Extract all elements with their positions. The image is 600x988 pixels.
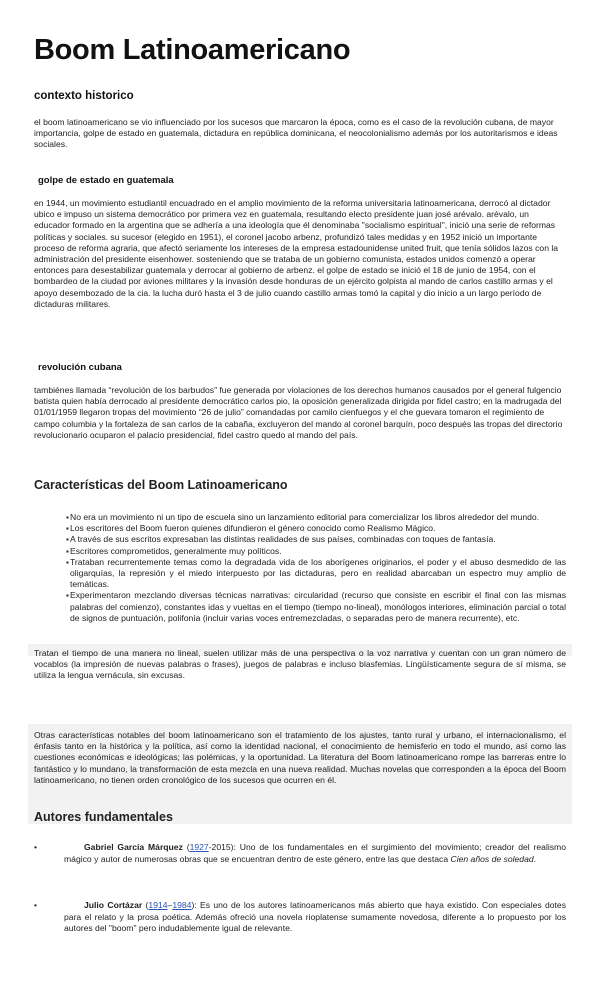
paragraph-otras: Otras características notables del boom latinoamericano son el tratamiento de los ajustes, tanto rural y urbano, el internacionalismo, el énfasis tanto en la histórica y la política, así como la identidad nacional, el conocimiento de hemisferio en todo el mundo, así como las cuestiones económicas e ideológicas; las polémicas, y la oportunidad. La literatura del Boom latinoamericano rompe las barreras entre lo fantástico y lo mundano, la transformación de esta mezcla en una nueva realidad. Muchas novelas que corresponden a la época del Boom latinoamericano, no tienen orden cronológico de los sucesos que ocurren en él. — [34, 730, 566, 785]
paragraph-tiempo: Tratan el tiempo de una manera no lineal, suelen utilizar más de una perspectiva o la voz narrativa y cuentan con un gran número de vocablos (la impresión de nuevas palabras o frases), juegos de palabras e incluso blasfemias. Lingüísticamente segura de sí misma, se utiliza la lengua vernácula, sin excusas. — [34, 648, 566, 681]
work-title: Cien años de soledad — [450, 853, 534, 864]
paragraph-golpe: en 1944, un movimiento estudiantil encuadrado en el amplio movimiento de la reforma universitaria latinoamericana, derrocó al dictador ubico e impuso un sistema democrático por primera vez en guatemala, resultando electo presidente juan josé arévalo. arévalo, un educador formado en la argentina que se adhería a una ideología que él denominaba "socialismo espiritual", inició una serie de reformas políticas y sociales. su sucesor (elegido en 1951), el coronel jacobo arbenz, profundizó tales medidas y en 1952 inició un importante proceso de reforma agraria, que afectó seriamente los intereses de la empresa estadounidense united fruit, que tenía sólidos lazos con la administración del presidente eisenhower. sosteniendo que se trataba de un gobierno comunista, estados unidos comenzó a operar entonces para desestabilizar guatemala y derrocar al gobierno de arbenz. el golpe de estado se inició el 18 de junio de 1954, con el bombardeo de la ciudad por aviones militares y la invasión desde honduras de un ejército golpista al mando de carlos castillo armas y el apoyo desembozado de la cia. la lucha duró hasta el 3 de julio cuando castillo armas tomó la capital y dio inicio a un largo período de dictaduras militares. — [34, 198, 559, 309]
year-link[interactable]: 1914 — [148, 900, 168, 910]
bullet-icon: • — [34, 842, 38, 852]
heading-golpe: golpe de estado en guatemala — [38, 175, 174, 186]
heading-revolucion: revolución cubana — [38, 362, 122, 373]
list-item: ▪ Experimentaron mezclando diversas técnicas narrativas: circularidad (recurso que consiste en escribir el final con las mismas palabras del comienzo), constantes idas y vueltas en el tiempo (tiempo no-lineal), monólogos interiores, eliminación parcial o total de signos de puntuación, polifonía (incluir varias voces entremezcladas, o separadas pero de manera recurrente), etc. — [34, 590, 566, 624]
heading-caracteristicas: Características del Boom Latinoamericano — [34, 478, 288, 492]
heading-contexto: contexto historico — [34, 90, 134, 102]
paragraph-revolucion: tambiénes llamada “revolución de los barbudos” fue generada por violaciones de los derechos humanos causados por el general fulgencio batista quien había derrocado al presidente democrático carlos pio, la oposición generalizada dirigida por fidel castro; en la madrugada del 01/01/1959 llegaron tropas del movimiento “26 de julio” comandadas por camilo cienfuegos y el che guevara tomaron el regimiento de campo columbia y la fortaleza de san carlos de la cabaña, excluyeron del mando al coronel barquín, poco después las tropas del directorio revolucionario ocuparon el palacio presidencial, fidel castro quedo al mando del país. — [34, 385, 563, 440]
heading-autores: Autores fundamentales — [34, 810, 173, 824]
page-title: Boom Latinoamericano — [34, 34, 351, 66]
year-link[interactable]: 1927 — [189, 842, 209, 852]
caracteristicas-list — [34, 512, 566, 624]
bullet-icon: • — [34, 900, 38, 910]
author-name: Julio Cortázar — [84, 900, 143, 910]
author-garcia-marquez: • Gabriel García Márquez (1927-2015): Uno de los fundamentales en el surgimiento del movimiento; creador del realismo mágico y autor de numerosas obras que se encuentran dentro de este género, entre las que destaca Cien años de soledad. — [34, 842, 566, 864]
list-item: ▪ Trataban recurrentemente temas como la degradada vida de los aborígenes originarios, el poder y el abuso desmedido de las oligarquías, la represión y el miedo interpuesto por las dictaduras, pero en realidad abarcaban un espectro muy amplio de temáticas. — [34, 557, 566, 591]
paragraph-contexto: el boom latinoamericano se vio influenciado por los sucesos que marcaron la época, como es el caso de la revolución cubana, de mayor importancia, golpe de estado en guatemala, dictadura en república dominicana, el neocolonialismo además por los autoritarismos e ideas sociales. — [34, 117, 558, 150]
author-cortazar: • Julio Cortázar (1914–1984): Es uno de los autores latinoamericanos más abierto que haya existido. Con especiales dotes para el relato y la prosa poética. Además ofreció una novela rioplatense sumamente novedosa, diferente a lo propuesto por los autores del "boom" pero indudablemente igual de relevante. — [34, 900, 567, 934]
list-item: ▪ No era un movimiento ni un tipo de escuela sino un lanzamiento editorial para comercializar los libros alrededor del mundo. — [34, 512, 566, 523]
year-link[interactable]: 1984 — [172, 900, 192, 910]
author-name: Gabriel García Márquez — [84, 842, 183, 852]
list-item: ▪ Los escritores del Boom fueron quienes difundieron el género conocido como Realismo Mágico. — [34, 523, 566, 534]
list-item: ▪ Escritores comprometidos, generalmente muy políticos. — [34, 546, 566, 557]
list-item: ▪ A través de sus escritos expresaban las distintas realidades de sus países, combinadas con toques de fantasía. — [34, 534, 566, 545]
